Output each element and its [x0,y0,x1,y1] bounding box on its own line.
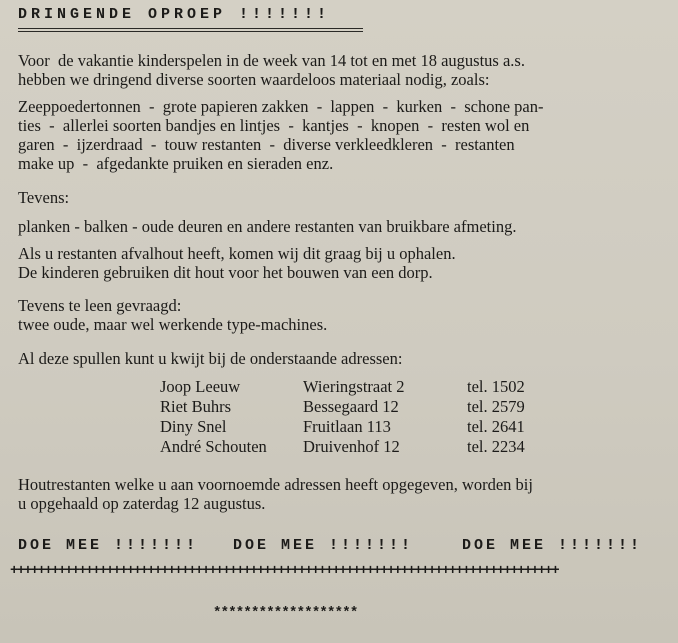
contact-phone: tel. 1502 [467,377,525,396]
doe-mee-2: DOE MEE !!!!!!! [233,537,414,554]
contact-name: Joop Leeuw [160,377,241,396]
intro-line-2: hebben we dringend diverse soorten waardeloos materiaal nodig, zoals: [18,70,490,89]
adressen-intro: Al deze spullen kunt u kwijt bij de onderstaande adressen: [18,349,403,368]
items-line-4: make up - afgedankte pruiken en sieraden enz. [18,154,334,173]
afvalhout-line-1: Als u restanten afvalhout heeft, komen wij dit graag bij u ophalen. [18,244,456,263]
houtrestanten-line-1: Houtrestanten welke u aan voornoemde adressen heeft opgegeven, worden bij [18,475,533,494]
intro-line-1: Voor de vakantie kinderspelen in de week van 14 tot en met 18 augustus a.s. [18,51,525,70]
lenen-line-1: Tevens te leen gevraagd: [18,296,182,315]
items-line-2: ties - allerlei soorten bandjes en lintjes - kantjes - knopen - resten wol en [18,116,530,135]
afvalhout-line-2: De kinderen gebruiken dit hout voor het bouwen van een dorp. [18,263,433,282]
tevens-text: planken - balken - oude deuren en andere restanten van bruikbare afmeting. [18,217,517,236]
contact-name: Riet Buhrs [160,397,232,416]
contact-name: André Schouten [160,437,267,456]
contact-phone: tel. 2234 [467,437,525,456]
plus-separator: ++++++++++++++++++++++++++++++++++++++++++++++++++++++++++++++++++++++++++++++++ [10,563,559,579]
heading: DRINGENDE OPROEP !!!!!!! [18,6,331,23]
contact-phone: tel. 2641 [467,417,525,436]
lenen-line-2: twee oude, maar wel werkende type-machines. [18,315,328,334]
contact-address: Wieringstraat 2 [303,377,405,396]
doe-mee-3: DOE MEE !!!!!!! [462,537,643,554]
items-line-3: garen - ijzerdraad - touw restanten - diverse verkleedkleren - restanten [18,135,515,154]
star-separator: ******************* [213,605,358,621]
contact-name: Diny Snel [160,417,227,436]
contact-phone: tel. 2579 [467,397,525,416]
doe-mee-1: DOE MEE !!!!!!! [18,537,199,554]
contact-address: Bessegaard 12 [303,397,399,416]
tevens-label: Tevens: [18,188,70,207]
heading-underline-1 [18,28,363,29]
contact-address: Fruitlaan 113 [303,417,391,436]
contact-address: Druivenhof 12 [303,437,400,456]
heading-underline-2 [18,31,363,32]
items-line-1: Zeeppoedertonnen - grote papieren zakken - lappen - kurken - schone pan- [18,97,544,116]
houtrestanten-line-2: u opgehaald op zaterdag 12 augustus. [18,494,266,513]
